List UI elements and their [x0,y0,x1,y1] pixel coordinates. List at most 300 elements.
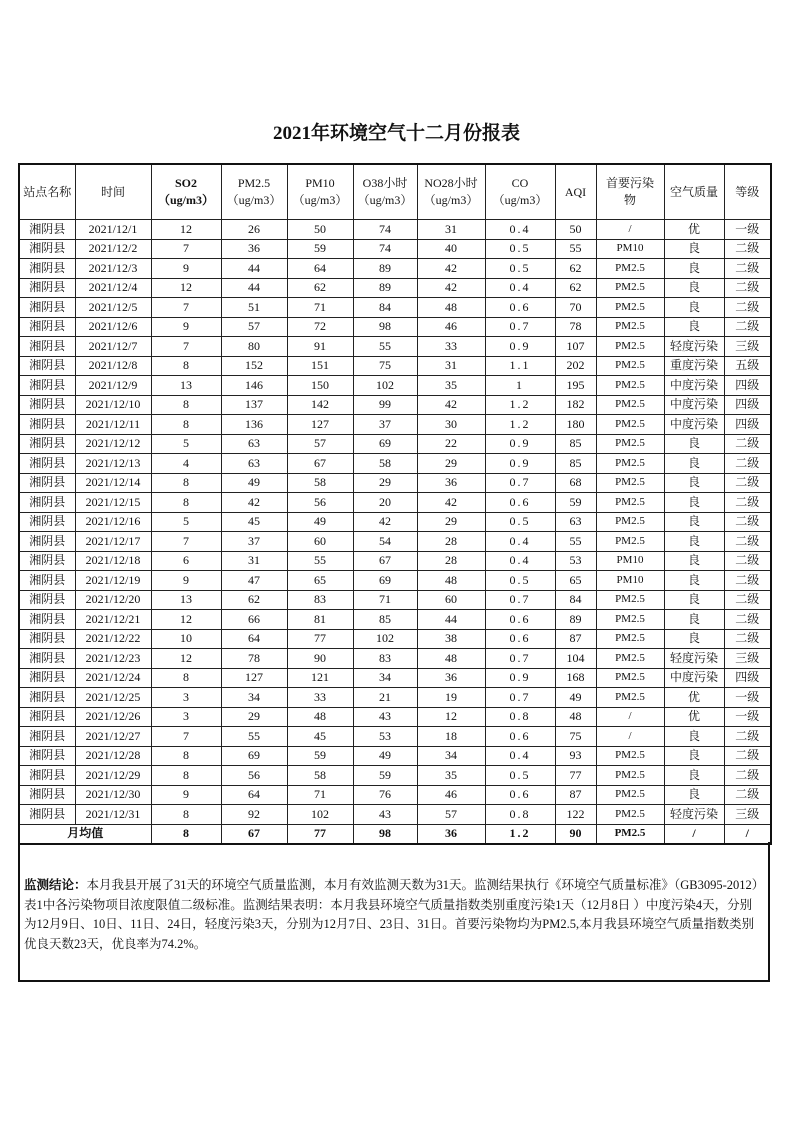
average-no2: 36 [417,824,485,844]
cell-aqi: 87 [555,629,596,649]
cell-air-quality: 优 [664,220,724,240]
cell-o3: 69 [353,434,417,454]
cell-aqi: 107 [555,337,596,357]
cell-grade: 二级 [724,512,771,532]
cell-date: 2021/12/13 [75,454,151,474]
cell-pm25: 45 [221,512,287,532]
cell-co: 0.4 [485,278,555,298]
cell-primary-pollutant: PM10 [596,571,664,591]
cell-aqi: 104 [555,649,596,669]
table-row [19,590,771,610]
cell-so2: 9 [151,259,221,279]
cell-date: 2021/12/8 [75,356,151,376]
cell-co: 0.4 [485,532,555,552]
cell-pm25: 92 [221,805,287,825]
cell-date: 2021/12/11 [75,415,151,435]
cell-primary-pollutant: PM2.5 [596,512,664,532]
cell-so2: 3 [151,688,221,708]
cell-o3: 99 [353,395,417,415]
cell-no2: 42 [417,278,485,298]
cell-no2: 31 [417,356,485,376]
co-unit: （ug/m3） [492,193,548,207]
cell-o3: 74 [353,239,417,259]
cell-primary-pollutant: PM2.5 [596,629,664,649]
cell-station: 湘阴县 [19,317,75,337]
cell-date: 2021/12/29 [75,766,151,786]
cell-primary-pollutant: PM2.5 [596,395,664,415]
cell-air-quality: 良 [664,571,724,591]
table-row [19,629,771,649]
cell-so2: 6 [151,551,221,571]
cell-co: 0.4 [485,220,555,240]
o3-label: O38小时 [362,176,408,190]
average-pm25: 67 [221,824,287,844]
cell-date: 2021/12/2 [75,239,151,259]
cell-primary-pollutant: PM2.5 [596,434,664,454]
table-row [19,571,771,591]
cell-no2: 34 [417,746,485,766]
cell-air-quality: 轻度污染 [664,337,724,357]
cell-so2: 8 [151,473,221,493]
pm10-label: PM10 [305,176,335,190]
cell-o3: 84 [353,298,417,318]
cell-grade: 三级 [724,649,771,669]
cell-no2: 46 [417,317,485,337]
average-row [19,824,771,844]
cell-primary-pollutant: / [596,727,664,747]
cell-no2: 33 [417,337,485,357]
cell-primary-pollutant: / [596,707,664,727]
conclusion-paragraph [24,876,764,954]
cell-pm10: 71 [287,785,353,805]
cell-station: 湘阴县 [19,395,75,415]
cell-o3: 21 [353,688,417,708]
cell-grade: 二级 [724,434,771,454]
cell-so2: 7 [151,532,221,552]
cell-no2: 35 [417,766,485,786]
table-row [19,532,771,552]
cell-co: 0.5 [485,512,555,532]
header-pm25 [221,164,287,220]
cell-pm10: 102 [287,805,353,825]
cell-co: 0.6 [485,727,555,747]
table-row [19,785,771,805]
cell-pm10: 127 [287,415,353,435]
cell-co: 0.9 [485,668,555,688]
cell-station: 湘阴县 [19,688,75,708]
cell-pm25: 26 [221,220,287,240]
cell-grade: 二级 [724,785,771,805]
cell-grade: 四级 [724,376,771,396]
cell-co: 0.6 [485,629,555,649]
cell-station: 湘阴县 [19,649,75,669]
cell-pm10: 150 [287,376,353,396]
cell-pm10: 67 [287,454,353,474]
cell-pm25: 51 [221,298,287,318]
table-row [19,746,771,766]
cell-no2: 60 [417,590,485,610]
cell-station: 湘阴县 [19,376,75,396]
cell-pm10: 60 [287,532,353,552]
cell-grade: 四级 [724,668,771,688]
cell-aqi: 77 [555,766,596,786]
cell-no2: 42 [417,493,485,513]
cell-so2: 8 [151,356,221,376]
cell-primary-pollutant: PM2.5 [596,649,664,669]
cell-aqi: 70 [555,298,596,318]
cell-air-quality: 良 [664,727,724,747]
table-row [19,278,771,298]
cell-air-quality: 良 [664,629,724,649]
cell-pm25: 80 [221,337,287,357]
cell-grade: 二级 [724,317,771,337]
cell-primary-pollutant: PM2.5 [596,317,664,337]
cell-pm10: 58 [287,766,353,786]
cell-no2: 42 [417,259,485,279]
cell-o3: 71 [353,590,417,610]
cell-no2: 28 [417,551,485,571]
cell-so2: 9 [151,317,221,337]
cell-so2: 12 [151,610,221,630]
cell-station: 湘阴县 [19,551,75,571]
cell-o3: 53 [353,727,417,747]
cell-pm25: 42 [221,493,287,513]
cell-aqi: 49 [555,688,596,708]
cell-pm10: 90 [287,649,353,669]
cell-pm10: 142 [287,395,353,415]
cell-aqi: 48 [555,707,596,727]
cell-co: 0.7 [485,649,555,669]
cell-primary-pollutant: PM2.5 [596,298,664,318]
cell-date: 2021/12/19 [75,571,151,591]
cell-no2: 44 [417,610,485,630]
cell-date: 2021/12/18 [75,551,151,571]
cell-pm10: 121 [287,668,353,688]
header-primary: 首要污染物 [596,164,664,220]
cell-no2: 29 [417,512,485,532]
cell-primary-pollutant: PM2.5 [596,532,664,552]
cell-co: 0.9 [485,454,555,474]
cell-aqi: 62 [555,278,596,298]
cell-primary-pollutant: PM10 [596,551,664,571]
cell-date: 2021/12/21 [75,610,151,630]
table-row [19,454,771,474]
conclusion-box [18,842,770,982]
cell-pm10: 64 [287,259,353,279]
cell-station: 湘阴县 [19,707,75,727]
cell-aqi: 195 [555,376,596,396]
cell-date: 2021/12/7 [75,337,151,357]
cell-grade: 二级 [724,259,771,279]
cell-no2: 36 [417,668,485,688]
cell-no2: 12 [417,707,485,727]
cell-air-quality: 良 [664,317,724,337]
cell-aqi: 53 [555,551,596,571]
average-label: 月均值 [19,824,151,844]
cell-aqi: 182 [555,395,596,415]
cell-air-quality: 良 [664,473,724,493]
cell-pm25: 66 [221,610,287,630]
cell-air-quality: 良 [664,512,724,532]
cell-so2: 12 [151,220,221,240]
cell-o3: 43 [353,707,417,727]
cell-pm10: 59 [287,239,353,259]
cell-so2: 12 [151,278,221,298]
table-row [19,688,771,708]
cell-aqi: 122 [555,805,596,825]
cell-pm10: 33 [287,688,353,708]
table-body [19,220,771,845]
cell-aqi: 55 [555,239,596,259]
cell-so2: 8 [151,766,221,786]
cell-grade: 四级 [724,415,771,435]
cell-grade: 三级 [724,337,771,357]
table-row [19,259,771,279]
table-row [19,337,771,357]
cell-co: 0.8 [485,805,555,825]
cell-o3: 102 [353,376,417,396]
cell-no2: 31 [417,220,485,240]
cell-co: 0.6 [485,493,555,513]
cell-aqi: 85 [555,454,596,474]
cell-date: 2021/12/31 [75,805,151,825]
header-station: 站点名称 [19,164,75,220]
cell-so2: 7 [151,337,221,357]
cell-aqi: 75 [555,727,596,747]
table-row [19,551,771,571]
header-row [19,164,771,220]
cell-station: 湘阴县 [19,434,75,454]
cell-station: 湘阴县 [19,298,75,318]
cell-primary-pollutant: PM2.5 [596,688,664,708]
cell-aqi: 87 [555,785,596,805]
cell-pm10: 151 [287,356,353,376]
cell-co: 0.6 [485,785,555,805]
cell-station: 湘阴县 [19,493,75,513]
cell-no2: 57 [417,805,485,825]
cell-co: 0.5 [485,571,555,591]
cell-pm25: 63 [221,454,287,474]
cell-air-quality: 良 [664,239,724,259]
cell-aqi: 89 [555,610,596,630]
average-so2: 8 [151,824,221,844]
cell-air-quality: 中度污染 [664,668,724,688]
cell-o3: 49 [353,746,417,766]
cell-station: 湘阴县 [19,512,75,532]
cell-grade: 二级 [724,493,771,513]
cell-aqi: 180 [555,415,596,435]
cell-station: 湘阴县 [19,415,75,435]
header-aqi: AQI [555,164,596,220]
average-co: 1.2 [485,824,555,844]
cell-pm10: 49 [287,512,353,532]
cell-grade: 二级 [724,590,771,610]
cell-so2: 5 [151,512,221,532]
cell-no2: 38 [417,629,485,649]
cell-co: 0.5 [485,766,555,786]
cell-so2: 8 [151,493,221,513]
cell-station: 湘阴县 [19,746,75,766]
cell-primary-pollutant: PM2.5 [596,278,664,298]
table-row [19,376,771,396]
cell-air-quality: 良 [664,278,724,298]
cell-primary-pollutant: PM2.5 [596,805,664,825]
cell-o3: 29 [353,473,417,493]
cell-pm25: 34 [221,688,287,708]
table-row [19,727,771,747]
cell-pm25: 64 [221,629,287,649]
cell-station: 湘阴县 [19,473,75,493]
cell-grade: 二级 [724,551,771,571]
table-row [19,668,771,688]
cell-air-quality: 中度污染 [664,395,724,415]
cell-grade: 一级 [724,220,771,240]
cell-co: 0.7 [485,590,555,610]
cell-pm25: 56 [221,766,287,786]
cell-so2: 13 [151,376,221,396]
cell-air-quality: 优 [664,688,724,708]
cell-station: 湘阴县 [19,766,75,786]
header-co [485,164,555,220]
cell-date: 2021/12/30 [75,785,151,805]
cell-so2: 9 [151,571,221,591]
cell-date: 2021/12/10 [75,395,151,415]
cell-o3: 74 [353,220,417,240]
cell-co: 0.7 [485,473,555,493]
table-row [19,356,771,376]
table-row [19,766,771,786]
cell-pm10: 81 [287,610,353,630]
cell-station: 湘阴县 [19,805,75,825]
cell-air-quality: 良 [664,454,724,474]
header-time: 时间 [75,164,151,220]
cell-date: 2021/12/27 [75,727,151,747]
cell-date: 2021/12/28 [75,746,151,766]
table-row [19,317,771,337]
cell-no2: 35 [417,376,485,396]
cell-date: 2021/12/6 [75,317,151,337]
cell-o3: 75 [353,356,417,376]
cell-so2: 7 [151,239,221,259]
cell-air-quality: 良 [664,532,724,552]
cell-date: 2021/12/25 [75,688,151,708]
cell-grade: 五级 [724,356,771,376]
cell-grade: 一级 [724,688,771,708]
cell-pm25: 37 [221,532,287,552]
cell-co: 0.7 [485,688,555,708]
cell-aqi: 78 [555,317,596,337]
cell-o3: 55 [353,337,417,357]
cell-co: 0.4 [485,551,555,571]
cell-primary-pollutant: PM2.5 [596,337,664,357]
cell-station: 湘阴县 [19,337,75,357]
cell-co: 0.9 [485,337,555,357]
cell-primary-pollutant: PM2.5 [596,454,664,474]
cell-so2: 8 [151,668,221,688]
header-quality: 空气质量 [664,164,724,220]
cell-so2: 9 [151,785,221,805]
cell-grade: 二级 [724,766,771,786]
cell-primary-pollutant: PM2.5 [596,415,664,435]
cell-co: 0.8 [485,707,555,727]
cell-pm10: 77 [287,629,353,649]
cell-pm10: 55 [287,551,353,571]
cell-air-quality: 重度污染 [664,356,724,376]
pm10-unit: （ug/m3） [292,193,348,207]
cell-pm25: 64 [221,785,287,805]
table-row [19,649,771,669]
cell-pm10: 65 [287,571,353,591]
cell-co: 1.2 [485,395,555,415]
cell-primary-pollutant: PM2.5 [596,610,664,630]
cell-air-quality: 良 [664,551,724,571]
cell-no2: 48 [417,649,485,669]
cell-no2: 42 [417,395,485,415]
cell-so2: 12 [151,649,221,669]
cell-o3: 67 [353,551,417,571]
cell-co: 0.9 [485,434,555,454]
average-aqi: 90 [555,824,596,844]
cell-date: 2021/12/26 [75,707,151,727]
table-row [19,493,771,513]
cell-station: 湘阴县 [19,532,75,552]
table-row [19,298,771,318]
cell-primary-pollutant: PM2.5 [596,493,664,513]
cell-pm25: 57 [221,317,287,337]
cell-o3: 59 [353,766,417,786]
cell-aqi: 84 [555,590,596,610]
cell-date: 2021/12/22 [75,629,151,649]
o3-unit: （ug/m3） [357,193,413,207]
cell-grade: 二级 [724,727,771,747]
table-row [19,395,771,415]
cell-so2: 7 [151,727,221,747]
cell-o3: 76 [353,785,417,805]
cell-o3: 34 [353,668,417,688]
cell-date: 2021/12/9 [75,376,151,396]
average-o3: 98 [353,824,417,844]
cell-air-quality: 中度污染 [664,415,724,435]
header-o3 [353,164,417,220]
cell-air-quality: 良 [664,610,724,630]
cell-o3: 43 [353,805,417,825]
cell-grade: 二级 [724,239,771,259]
cell-pm25: 136 [221,415,287,435]
cell-air-quality: 轻度污染 [664,805,724,825]
cell-no2: 48 [417,298,485,318]
cell-o3: 83 [353,649,417,669]
cell-no2: 29 [417,454,485,474]
cell-co: 0.7 [485,317,555,337]
cell-date: 2021/12/20 [75,590,151,610]
cell-no2: 18 [417,727,485,747]
cell-grade: 二级 [724,610,771,630]
co-label: CO [511,176,529,190]
cell-station: 湘阴县 [19,629,75,649]
cell-station: 湘阴县 [19,785,75,805]
cell-pm25: 127 [221,668,287,688]
cell-pm10: 50 [287,220,353,240]
cell-pm25: 63 [221,434,287,454]
cell-co: 0.5 [485,239,555,259]
cell-station: 湘阴县 [19,668,75,688]
cell-air-quality: 良 [664,493,724,513]
cell-o3: 89 [353,259,417,279]
air-quality-table [18,163,772,845]
cell-grade: 一级 [724,707,771,727]
table-row [19,512,771,532]
cell-co: 0.4 [485,746,555,766]
